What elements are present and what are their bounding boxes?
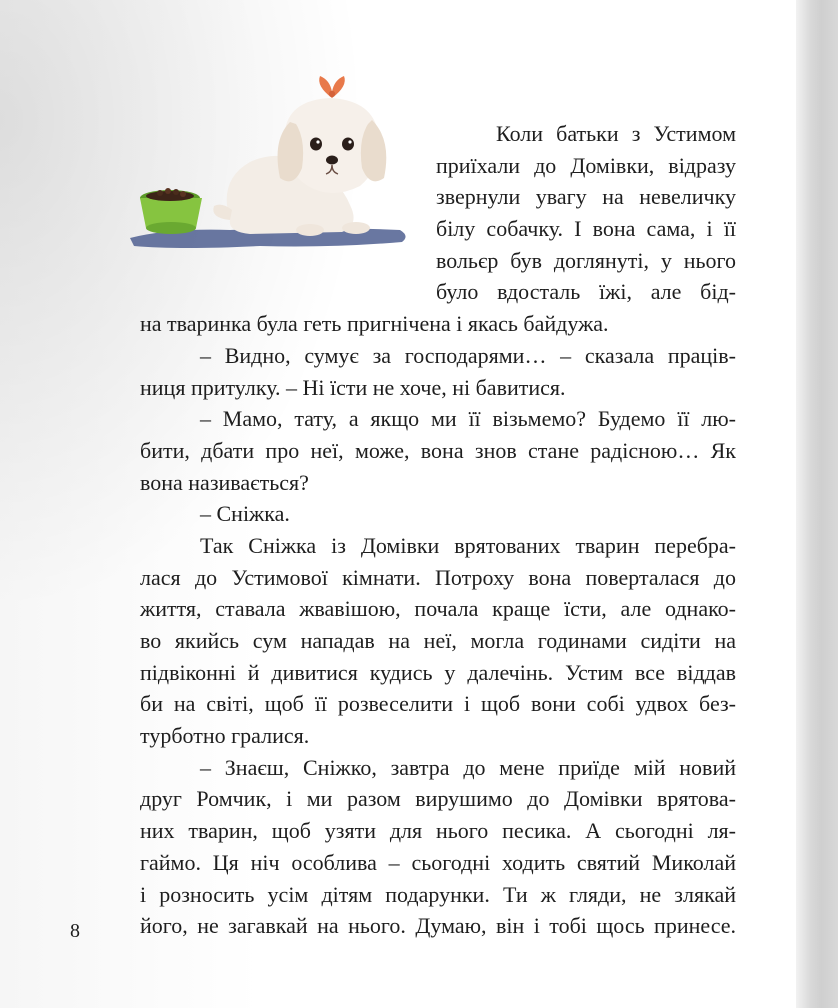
story-line: було вдосталь їжі, але бід-	[436, 279, 736, 305]
story-line: приїхали до Домівки, відразу	[436, 152, 736, 178]
story-line: вольєр був доглянуті, у нього	[436, 247, 736, 273]
story-line: во якийсь сум нападав на неї, могла годинами сидіти на	[140, 628, 736, 653]
story-line: бити, дбати про неї, може, вона знов стане радісною… Як	[140, 437, 736, 463]
story-line: його, не загавкай на нього. Думаю, він і тобі щось принесе.	[140, 913, 736, 939]
story-line: звернули увагу на невеличку	[436, 184, 736, 210]
story-line: турботно гралися.	[140, 723, 310, 749]
story-line: Так Сніжка із Домівки врятованих тварин перебра-	[200, 532, 736, 558]
story-line: білу собачку. І вона сама, і її	[436, 216, 736, 242]
page-edge-shadow	[796, 0, 838, 1008]
page-number: 8	[70, 920, 80, 942]
story-line: лася до Устимової кімнати. Потроху вона поверталася до	[140, 564, 736, 590]
story-line: – Видно, сумує за господарями… – сказала праців-	[200, 342, 736, 368]
story-line: і розносить усім дітям подарунки. Ти ж гляди, не злякай	[140, 881, 736, 907]
story-line: них тварин, щоб узяти для нього песика. А сьогодні ля-	[140, 818, 736, 844]
story-text	[140, 118, 736, 942]
story-line: гаймо. Ця ніч особлива – сьогодні ходить святий Миколай	[140, 849, 736, 875]
story-line: на тваринка була геть пригнічена і якась байдужа.	[140, 311, 609, 337]
story-line: Коли батьки з Устимом	[496, 121, 736, 146]
story-line: – Сніжка.	[200, 501, 290, 527]
story-line: – Знаєш, Сніжко, завтра до мене приїде мій новий	[200, 754, 736, 780]
story-line: – Мамо, тату, а якщо ми її візьмемо? Будемо її лю-	[200, 406, 736, 432]
story-line: би на світі, щоб її розвеселити і щоб вони собі удвох без-	[140, 691, 736, 717]
story-line: ниця притулку. – Ні їсти не хоче, ні бавитися.	[140, 374, 566, 400]
story-line: життя, ставала жвавішою, почала краще їсти, але однако-	[140, 596, 736, 622]
story-line: підвіконні й дивитися кудись у далечінь. Устим все віддав	[140, 659, 736, 685]
story-line: друг Ромчик, і ми разом вирушимо до Домівки врятова-	[140, 786, 736, 812]
story-line: вона називається?	[140, 469, 309, 495]
